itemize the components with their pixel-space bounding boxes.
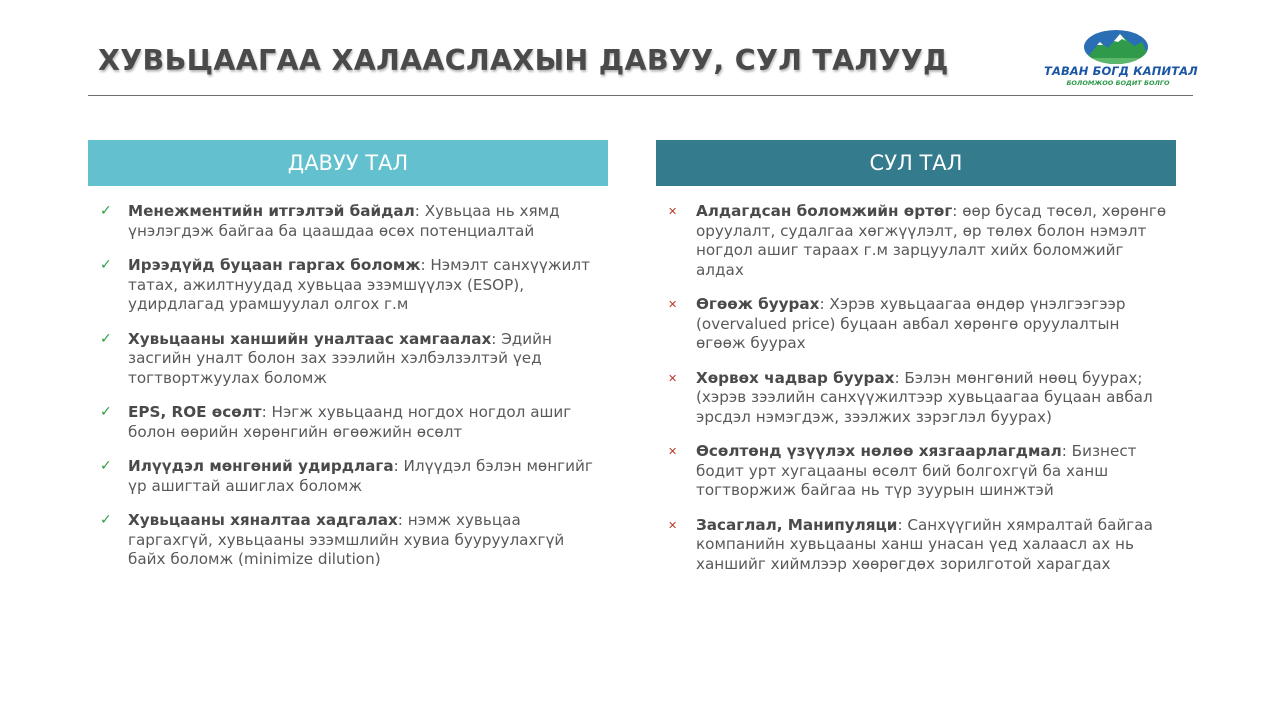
check-icon: ✓ <box>100 458 112 474</box>
cons-header: СУЛ ТАЛ <box>656 140 1176 186</box>
cons-item-text: : өөр бусад төсөл, хөрөнгө оруулалт, судалгаа хөгжүүлэлт, өр төлөх болон нэмэлт ногдол ашиг тараах г.м зарцуулалт хийх боломжийг алдах <box>696 202 1167 279</box>
pros-item-text: : Нэмэлт санхүүжилт татах, ажилтнуудад хувьцаа эзэмшүүлэх (ESOP), удирдлагад урамшуулал олгох г.м <box>128 256 590 313</box>
pros-header: ДАВУУ ТАЛ <box>88 140 608 186</box>
pros-item-text: : нэмж хувьцаа гаргахгүй, хувьцааны эзэмшлийн хувиа бууруулахгүй байх боломж (minimize dilution) <box>128 511 565 568</box>
pros-item-text: : Эдийн засгийн уналт болон зах зээлийн хэлбэлзэлтэй үед тогтвортжуулах боломж <box>128 329 552 387</box>
cross-icon: ✕ <box>668 371 678 385</box>
pros-item-title: Илүүдэл мөнгөний удирдлага <box>128 457 394 475</box>
pros-item <box>100 511 595 570</box>
mountain-logo-icon <box>1042 28 1192 68</box>
cross-icon: ✕ <box>668 445 678 458</box>
cons-item-title: Алдагдсан боломжийн өртөг <box>696 202 953 220</box>
cross-icon: ✕ <box>668 205 678 218</box>
cons-item-text: : Бизнест бодит урт хугацааны өсөлт бий болгохгүй ба ханш тогтворжиж байгаа нь түр зуурын шинжтэй <box>696 442 1137 499</box>
pros-item-text: : Нэгж хувьцаанд ногдох ногдол ашиг болон өөрийн хөрөнгийн өгөөжийн өсөлт <box>128 403 572 441</box>
check-icon: ✓ <box>100 330 112 347</box>
slide-title: ХУВЬЦААГАА ХАЛААСЛАХЫН ДАВУУ, СУЛ ТАЛУУД <box>98 44 949 77</box>
pros-item-title: Ирээдүйд буцаан гаргах боломж <box>128 256 421 274</box>
pros-item-title: Хувьцааны хяналтаа хадгалах <box>128 511 398 529</box>
pros-item-title: EPS, ROE өсөлт <box>128 403 262 421</box>
cons-item-title: Өгөөж буурах <box>696 295 820 313</box>
cons-item-title: Хөрвөх чадвар буурах <box>696 368 895 387</box>
check-icon: ✓ <box>100 404 112 420</box>
cons-item <box>668 295 1168 354</box>
check-icon: ✓ <box>100 512 112 528</box>
cons-item-text: : Хэрэв хувьцаагаа өндөр үнэлгээгээр (overvalued price) буцаан авбал хөрөнгө оруулалтын өгөөж буурах <box>696 295 1126 352</box>
cons-item <box>668 442 1168 501</box>
cons-item <box>668 202 1168 280</box>
logo-tagline: БОЛОМЖОО БОДИТ БОЛГО <box>1066 79 1170 87</box>
pros-item <box>100 256 595 315</box>
title-divider <box>88 95 1193 96</box>
pros-item-title: Менежментийн итгэлтэй байдал <box>128 202 415 220</box>
pros-item <box>100 202 595 241</box>
logo-company-name: ТАВАН БОГД КАПИТАЛ <box>1044 64 1198 78</box>
cons-item-title: Засаглал, Манипуляци <box>696 515 898 534</box>
pros-item-title: Хувьцааны ханшийн уналтаас хамгаалах <box>128 329 492 348</box>
pros-list <box>100 202 595 585</box>
cons-item-text: : Санхүүгийн хямралтай байгаа компанийн хувьцааны ханш унасан үед халаасл ах нь ханшийг хиймлээр хөөрөгдөх зорилготой харагдах <box>696 515 1153 573</box>
cons-item <box>668 369 1168 428</box>
cons-item-text: : Бэлэн мөнгөний нөөц буурах; (хэрэв зээлийн санхүүжилтээр хувьцаагаа буцаан авбал эрсдэл нэмэгдэж, зээлжих зэрэглэл буурах) <box>696 368 1153 426</box>
pros-item <box>100 457 595 496</box>
check-icon: ✓ <box>100 203 112 219</box>
cons-item-title: Өсөлтөнд үзүүлэх нөлөө хязгаарлагдмал <box>696 442 1062 460</box>
cons-list <box>668 202 1168 589</box>
pros-item-text: : Илүүдэл бэлэн мөнгийг үр ашигтай ашиглах боломж <box>128 457 593 495</box>
cross-icon: ✕ <box>668 298 678 311</box>
pros-item-text: : Хувьцаа нь хямд үнэлэгдэж байгаа ба цаашдаа өсөх потенциалтай <box>128 202 560 240</box>
pros-item <box>100 330 595 389</box>
check-icon: ✓ <box>100 257 112 273</box>
pros-item <box>100 403 595 442</box>
cross-icon: ✕ <box>668 518 678 532</box>
cons-item <box>668 516 1168 575</box>
